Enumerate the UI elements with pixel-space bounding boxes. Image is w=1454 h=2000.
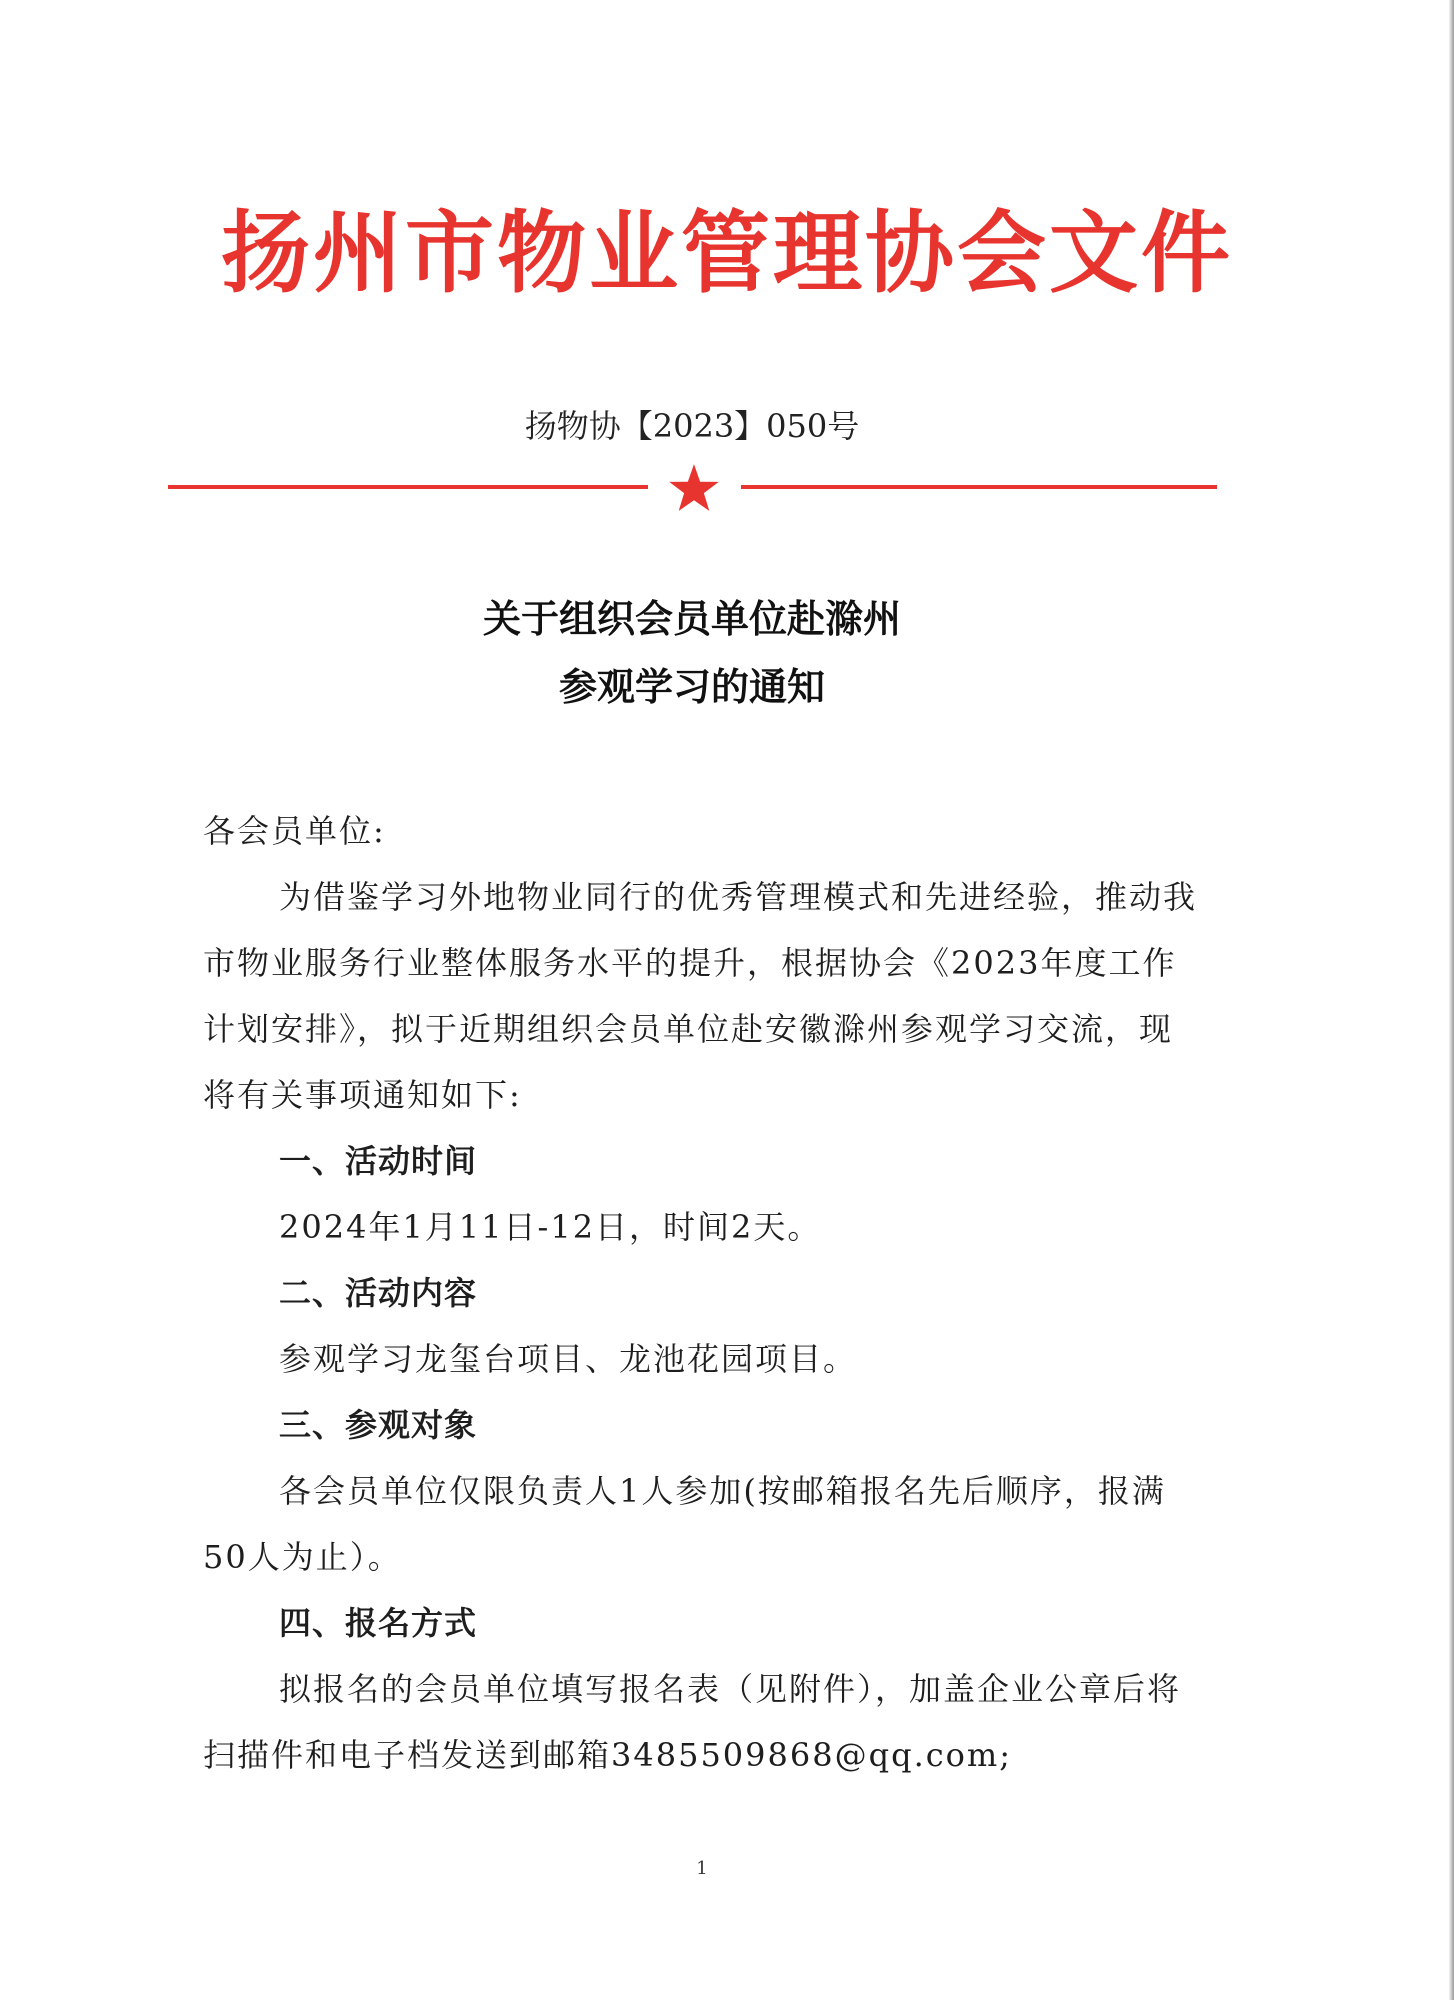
intro-paragraph: 为借鉴学习外地物业同行的优秀管理模式和先进经验，推动我市物业服务行业整体服务水平的提升，根据协会《2023年度工作计划安排》，拟于近期组织会员单位赴安徽滁州参观学习交流，现将有关事项通知如下: — [203, 878, 1198, 1114]
section1-text: 2024年1月11日-12日，时间2天。 — [279, 1208, 822, 1246]
section2-text: 参观学习龙玺台项目、龙池花园项目。 — [279, 1340, 858, 1378]
section2-heading: 二、活动内容 — [279, 1274, 478, 1312]
header-rule-left — [168, 485, 648, 489]
notice-title-line2: 参观学习的通知 — [558, 665, 825, 709]
header-rule-right — [741, 485, 1217, 489]
section3-heading: 三、参观对象 — [279, 1406, 478, 1444]
document-number: 扬物协【2023】050号 — [524, 407, 860, 445]
section4-heading: 四、报名方式 — [279, 1604, 478, 1642]
star-icon — [668, 462, 720, 514]
section3-text: 各会员单位仅限负责人1人参加(按邮箱报名先后顺序，报满50人为止）。 — [203, 1472, 1166, 1576]
document-header-title: 扬州市物业管理协会文件 — [221, 201, 1233, 305]
notice-title-line1: 关于组织会员单位赴滁州 — [482, 597, 901, 641]
notice-title — [0, 585, 1384, 721]
salutation: 各会员单位: — [203, 812, 386, 850]
section4-text: 拟报名的会员单位填写报名表（见附件），加盖企业公章后将扫描件和电子档发送到邮箱3485509868@qq.com; — [203, 1670, 1182, 1774]
section1-heading: 一、活动时间 — [279, 1142, 478, 1180]
page-number: 1 — [696, 1858, 708, 1879]
